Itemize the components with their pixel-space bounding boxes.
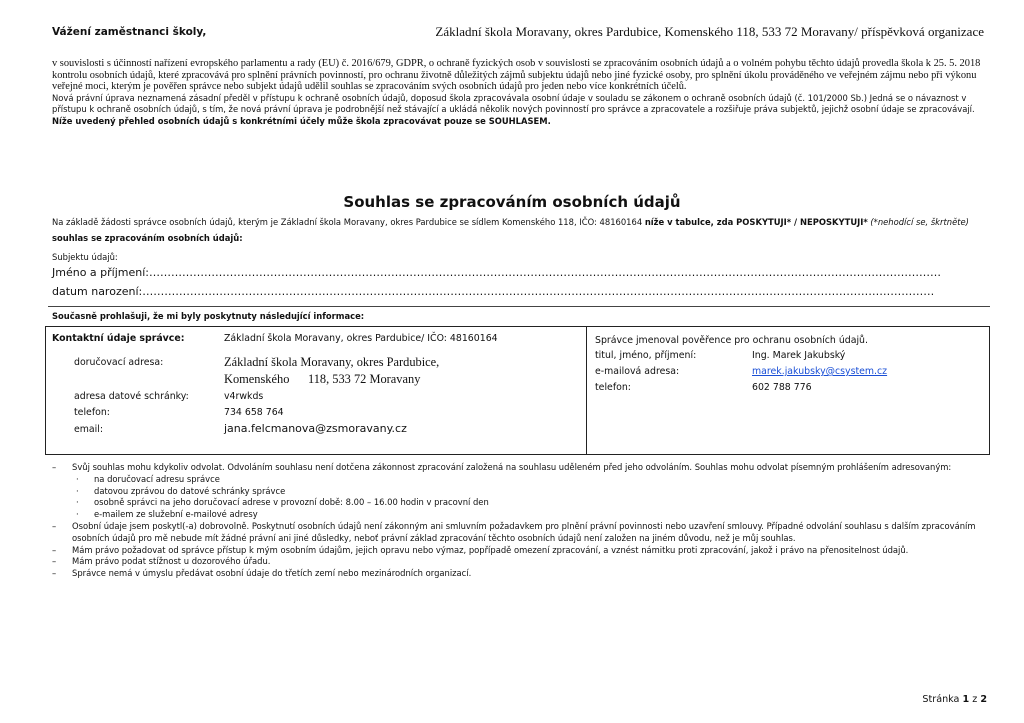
list-item (52, 545, 987, 557)
dpo-email-label: e-mailová adresa: (595, 366, 680, 377)
dpo-phone-value: 602 788 776 (752, 382, 812, 393)
dot-marker: · (76, 509, 79, 520)
request-part-5: souhlas se zpracováním osobních údajů: (52, 233, 243, 243)
controller-address-label: doručovací adresa: (74, 357, 164, 368)
greeting: Vážení zaměstnanci školy, (52, 26, 207, 38)
intro-paragraph-consent: Níže uvedený přehled osobních údajů s konkrétními účely může škola zpracovávat pouze se SOUHLASEM. (52, 115, 551, 126)
divider (48, 306, 990, 307)
request-note: (*nehodící se, škrtněte) (867, 217, 969, 227)
sub-list-item (52, 486, 987, 498)
dpo-phone-label: telefon: (595, 382, 631, 393)
list-item-text: Osobní údaje jsem poskytl(-a) dobrovolně. Poskytnutí osobních údajů není zákonným ani smluvním požadavkem pro plnění právní povinnosti nebo uzavření smlouvy. Případné odvolání souhlasu s dalším zpracováním osobních údajů pro mě nebude mít žádné právní ani jiné důsledky, neboť právní základ zpracování těchto osobních údajů není založen na jiném důvodu, než je můj souhlas. (72, 520, 976, 543)
page-middle: z (969, 694, 981, 705)
dot-marker: · (76, 473, 79, 484)
page-number (922, 694, 987, 705)
dpo-name-label: titul, jméno, příjmení: (595, 350, 697, 361)
contact-box-divider (586, 326, 587, 455)
information-list (52, 462, 987, 580)
school-header: Základní škola Moravany, okres Pardubice, Komenského 118, 533 72 Moravany/ příspěvková organizace (435, 24, 984, 39)
request-text (52, 214, 987, 246)
controller-phone-value: 734 658 764 (224, 407, 284, 418)
subject-label: Subjektu údajů: (52, 252, 118, 262)
dpo-name-value: Ing. Marek Jakubský (752, 350, 846, 361)
controller-databox-label: adresa datové schránky: (74, 391, 189, 402)
list-item-text: Svůj souhlas mohu kdykoliv odvolat. Odvoláním souhlasu není dotčena zákonnost zpracování založená na souhlasu uděleném před jeho odvoláním. Souhlas mohu odvolat písemným prohlášením adresovaným: (72, 462, 952, 472)
document-title: Souhlas se zpracováním osobních údajů (343, 193, 681, 211)
dpo-email-link[interactable]: marek.jakubsky@csystem.cz (752, 366, 888, 377)
list-item (52, 568, 987, 580)
controller-email-value: jana.felcmanova@zsmoravany.cz (224, 422, 407, 435)
sub-list-item (52, 497, 987, 509)
controller-phone-label: telefon: (74, 407, 110, 418)
dash-marker: – (52, 544, 57, 555)
controller-heading: Kontaktní údaje správce: (52, 333, 185, 344)
controller-address-line2: Komenského 118, 533 72 Moravany (224, 372, 421, 386)
page-total: 2 (980, 694, 987, 705)
controller-email-label: email: (74, 424, 104, 435)
list-item-text: Správce nemá v úmyslu předávat osobní údaje do třetích zemí nebo mezinárodních organizací. (72, 568, 472, 579)
name-field[interactable]: Jméno a příjmení:……………………………………………………………………………………………………………………………………………………………………………………………… (52, 266, 941, 279)
controller-address-line1: Základní škola Moravany, okres Pardubice, (224, 355, 440, 369)
request-options: POSKYTUJI* / NEPOSKYTUJI* (736, 217, 868, 227)
request-part-1: Na základě žádosti správce osobních údajů, kterým je Základní škola Moravany, okres Pardubice se sídlem Komenského 118, IČO: 48160164 (52, 217, 645, 227)
controller-heading-value: Základní škola Moravany, okres Pardubice/ IČO: 48160164 (224, 333, 498, 344)
sub-list-item-text: na doručovací adresu správce (94, 473, 220, 484)
dash-marker: – (52, 520, 57, 531)
intro-text (52, 58, 987, 128)
intro-paragraph-law: Nová právní úprava neznamená zásadní předěl v přístupu k ochraně osobních údajů, doposud škola zpracovávala osobní údaje v souladu se zákonem o ochraně osobních údajů (č. 101/2000 Sb.) Jedná se o návaznost v přístupu k ochraně osobních údajů, s tím, že nová právní úprava je podrobnější než stávající a ukládá několik nových povinností pro správce a zpracovatele a rozšiřuje práva subjektů, jejichž osobní údaje se zpracovávají. (52, 92, 975, 115)
intro-paragraph-gdpr: v souvislosti s účinností nařízení evropského parlamentu a rady (EU) č. 2016/679, GDPR, o ochraně fyzických osob v souvislosti se zpracováním osobních údajů a o volném pohybu těchto údajů provedla škola k 25. 5. 2018 kontrolu osobních údajů, které zpracovává pro splnění právních povinností, pro ochranu životně důležitých zájmů subjektu údajů nebo jiné fyzické osoby, pro splnění úkolu prováděného ve veřejném zájmu nebo při výkonu veřejné moci, kterým je pověřen správce nebo subjekt údajů udělil souhlas se zpracováním svých osobních údajů pro jeden nebo více konkrétních účelů. (52, 58, 981, 93)
list-item (52, 521, 987, 545)
page-current: 1 (962, 694, 970, 705)
dash-marker: – (52, 556, 57, 567)
request-part-2: níže v tabulce, zda (644, 217, 737, 227)
dot-marker: · (76, 485, 79, 496)
list-item (52, 556, 987, 568)
list-item-text: Mám právo požadovat od správce přístup k mým osobním údajům, jejich opravu nebo výmaz, popřípadě omezení zpracování, a vznést námitku proti zpracování, jakož i právo na přenositelnost údajů. (72, 544, 909, 555)
dot-marker: · (76, 497, 79, 508)
dash-marker: – (52, 462, 57, 472)
sub-list-item-text: datovou zprávou do datové schránky správce (94, 485, 286, 496)
dpo-heading: Správce jmenoval pověřence pro ochranu osobních údajů. (595, 335, 868, 346)
page-prefix: Stránka (922, 694, 963, 705)
dash-marker: – (52, 568, 57, 579)
declaration-heading: Současně prohlašuji, že mi byly poskytnuty následující informace: (52, 311, 365, 321)
sub-list-item-text: e-mailem ze služební e-mailové adresy (94, 509, 258, 520)
list-item (52, 462, 987, 474)
birth-date-field[interactable]: datum narození:……………………………………………………………………………………………………………………………………………………………………………………………… (52, 285, 935, 298)
sub-list-item (52, 509, 987, 521)
sub-list-item (52, 474, 987, 486)
controller-databox-value: v4rwkds (224, 391, 264, 402)
sub-list-item-text: osobně správci na jeho doručovací adrese v provozní době: 8.00 – 16.00 hodin v pracovní den (94, 497, 489, 508)
list-item-text: Mám právo podat stížnost u dozorového úřadu. (72, 556, 271, 567)
